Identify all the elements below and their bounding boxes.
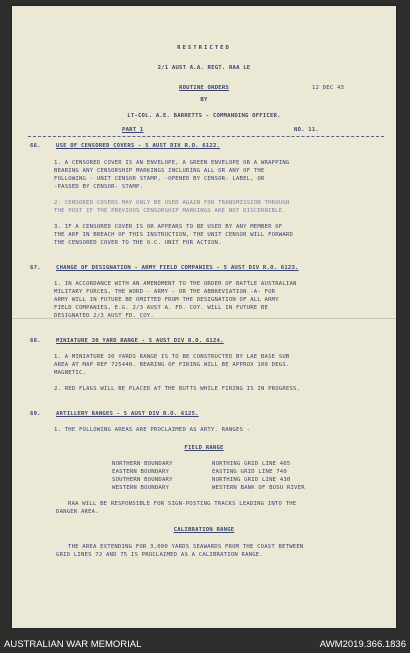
boundary-value: NORTHING GRID LINE 430	[212, 477, 291, 483]
part-label: PART 1	[122, 127, 144, 133]
unit-name: 2/1 AUST A.A. REGT. RAA LE	[157, 65, 251, 71]
classification-header: RESTRICTED	[177, 45, 231, 51]
para-line: FOLLOWING - UNIT CENSOR STAMP, -OPENED BY CENSOR- LABEL, OR	[54, 176, 265, 182]
section-number: 66.	[30, 143, 41, 149]
document-page	[12, 6, 396, 628]
boundary-label: NORTHERN BOUNDARY	[112, 461, 173, 467]
para-line: 2. RED FLAGS WILL BE PLACED AT THE BUTTS WHILE FIRING IS IN PROGRESS.	[54, 386, 301, 392]
section-number: 69.	[30, 411, 41, 417]
boundary-label: EASTERN BOUNDARY	[112, 469, 170, 475]
section-heading: CHANGE OF DESIGNATION - ARMY FIELD COMPANIES - 5 AUST DIV R.O. 6123.	[56, 265, 299, 271]
para-line: 1. IN ACCORDANCE WITH AN AMENDMENT TO THE ORDER OF BATTLE AUSTRALIAN	[54, 281, 297, 287]
section-heading: ARTILLERY RANGES - 5 AUST DIV R.O. 6125.	[56, 411, 199, 417]
para-line: -PASSED BY CENSOR- STAMP.	[54, 184, 144, 190]
para-line: MILITARY FORCES, THE WORD - ARMY - OR THE ABBREVIATION -A- FOR	[54, 289, 276, 295]
para-line: FIELD COMPANIES, E.G. 2/3 AUST A. FD. COY. WILL IN FUTURE BE	[54, 305, 269, 311]
field-range-note: DANGER AREA.	[56, 509, 99, 515]
section-heading: USE OF CENSORED COVERS - 5 AUST DIV R.O. 6122.	[56, 143, 221, 149]
footer-bar	[0, 636, 410, 653]
document-title: ROUTINE ORDERS	[179, 85, 229, 91]
footer-accession: AWM2019.366.1836	[319, 639, 406, 650]
section-number: 68.	[30, 338, 41, 344]
para-line: AREA AT MAP REF 725440. BEARING OF FIRING WILL BE APPROX 100 DEGS.	[54, 362, 290, 368]
boundary-label: SOUTHERN BOUNDARY	[112, 477, 173, 483]
boundary-value: WESTERN BANK OF BUSU RIVER	[212, 485, 305, 491]
field-range-heading: FIELD RANGE	[184, 445, 224, 451]
para-line: BEARING ANY CENSORSHIP MARKINGS INCLUDING ALL OR ANY OF THE	[54, 168, 265, 174]
para-line: 1. THE FOLLOWING AREAS ARE PROCLAIMED AS ARTY. RANGES -	[54, 427, 251, 433]
calibration-heading: CALIBRATION RANGE	[173, 527, 235, 533]
para-line: 1. A MINIATURE 30 YARDS RANGE IS TO BE CONSTRUCTED BY LAE BASE SUB	[54, 354, 290, 360]
para-line: 1. A CENSORED COVER IS AN ENVELOPE, A GREEN ENVELOPE OR A WRAPPING	[54, 160, 290, 166]
para-line: THE POST IF THE PREVIOUS CENSORSHIP MARKINGS ARE NOT DISCERNIBLE.	[54, 208, 286, 214]
section-number: 67.	[30, 265, 41, 271]
header-rule	[28, 136, 384, 137]
para-line: 2. CENSORED COVERS MAY ONLY BE USED AGAIN FOR TRANSMISSION THROUGH	[54, 200, 290, 206]
para-line: MAGNETIC.	[54, 370, 87, 376]
document-date: 12 DEC 43	[312, 85, 345, 91]
para-line: THE CENSORED COVER TO THE O.C. UNIT FOR ACTION.	[54, 240, 222, 246]
para-line: THE ARF IN BREACH OF THIS INSTRUCTION, THE UNIT CENSOR WILL FORWARD	[54, 232, 294, 238]
footer-credit: AUSTRALIAN WAR MEMORIAL	[4, 639, 142, 650]
order-number: NO. 11.	[294, 127, 319, 133]
by-line: BY	[200, 97, 208, 103]
commander-line: LT-COL. A.E. BARRETTS - COMMANDING OFFICER.	[127, 113, 281, 119]
para-line: ARMY WILL IN FUTURE BE OMITTED FROM THE DESIGNATION OF ALL ARMY	[54, 297, 279, 303]
field-range-note: RAA WILL BE RESPONSIBLE FOR SIGN-POSTING TRACKS LEADING INTO THE	[68, 501, 297, 507]
section-heading: MINIATURE 30 YARD RANGE - 5 AUST DIV R.O. 6124.	[56, 338, 224, 344]
boundary-value: NORTHING GRID LINE 465	[212, 461, 291, 467]
calibration-text: GRID LINES 72 AND 75 IS PROCLAIMED AS A CALIBRATION RANGE.	[56, 552, 263, 558]
boundary-value: EASTING GRID LINE 740	[212, 469, 287, 475]
para-line: DESIGNATED 2/3 AUST FD. COY.	[54, 313, 154, 319]
boundary-label: WESTERN BOUNDARY	[112, 485, 170, 491]
calibration-text: THE AREA EXTENDING FOR 3,000 YARDS SEAWARDS FROM THE COAST BETWEEN	[68, 544, 304, 550]
para-line: 3. IF A CENSORED COVER IS OR APPEARS TO BE USED BY ANY MEMBER OF	[54, 224, 283, 230]
